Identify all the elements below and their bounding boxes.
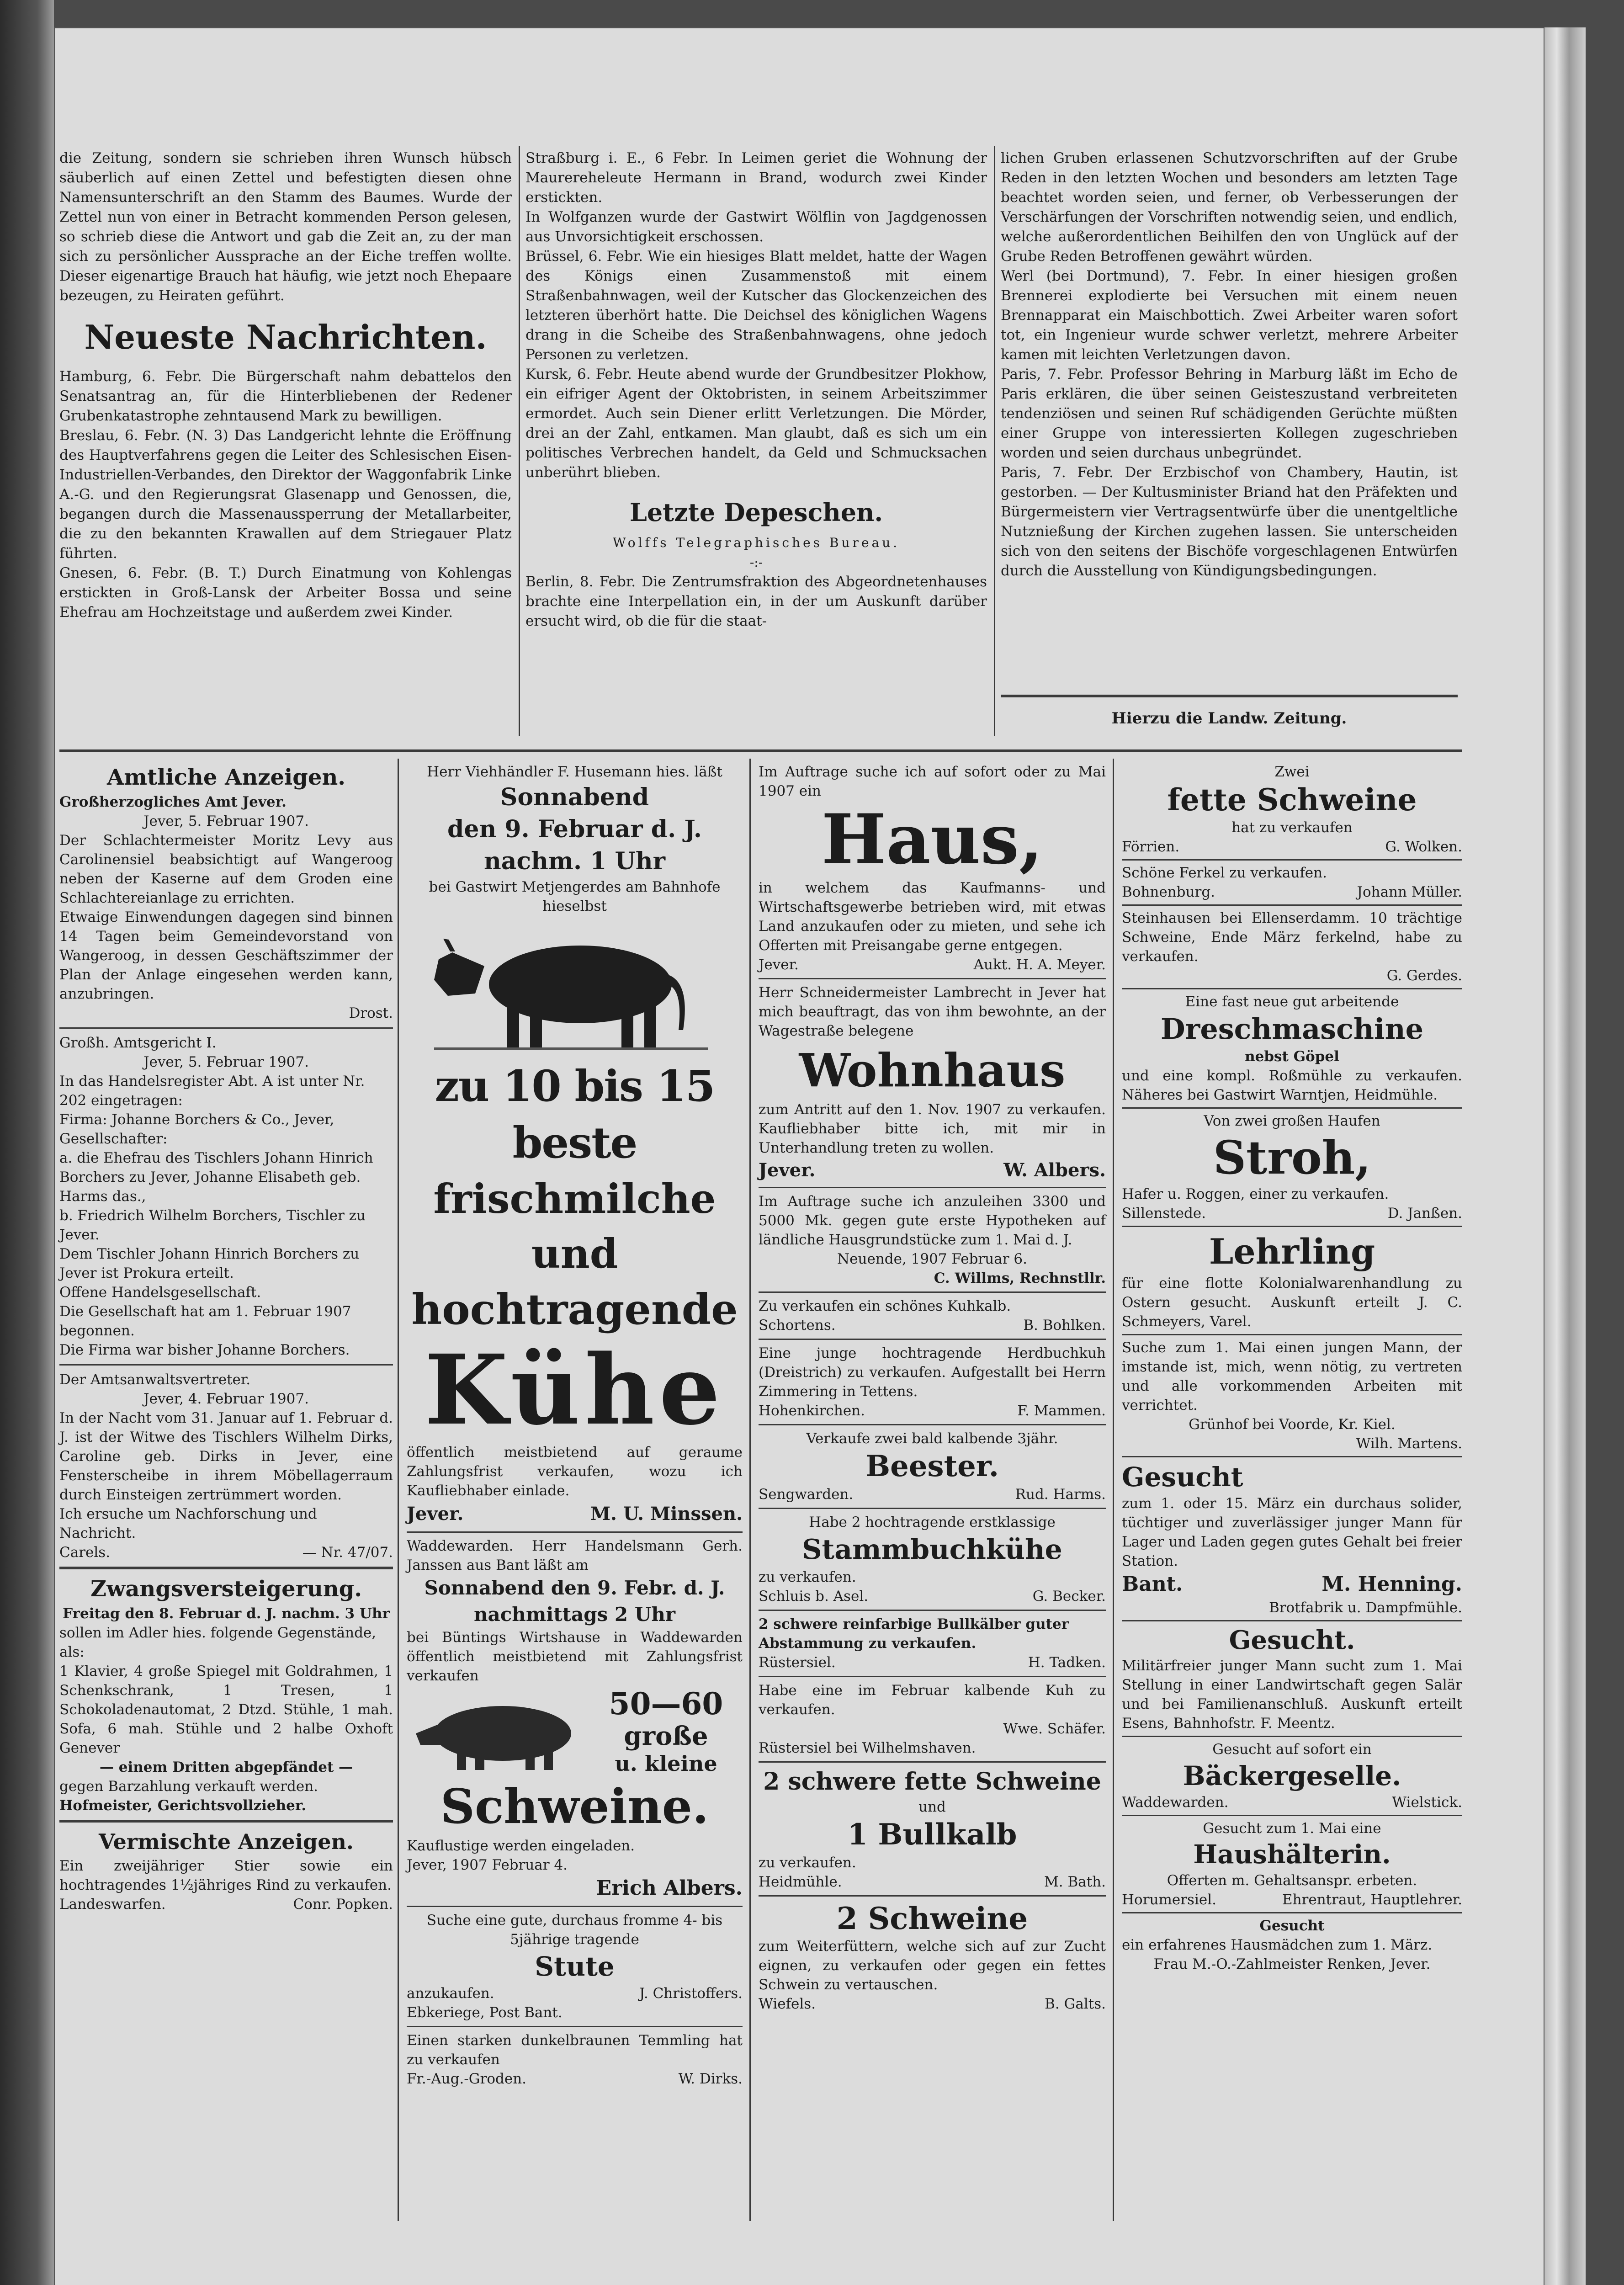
ad-rule — [407, 1531, 743, 1533]
ad-text: Zwei — [1274, 764, 1310, 780]
news-column-2 — [525, 149, 987, 631]
ad-place: Förrien. — [1122, 839, 1180, 855]
page-edge — [1544, 27, 1586, 2285]
ad-rule — [1122, 988, 1462, 989]
ad-signature: B. Bohlken. — [1023, 1317, 1106, 1334]
ad-place: Ebkeriege, Post Bant. — [407, 2004, 563, 2021]
ad-text: Einen starken dunkelbraunen Temmling hat zu verkaufen — [407, 2032, 743, 2068]
ad-rule — [759, 1291, 1106, 1293]
section-title-vermischte: Vermischte Anzeigen. — [99, 1829, 354, 1854]
ad-date: Freitag den 8. Februar d. J. nachm. 3 Uhr — [63, 1605, 390, 1622]
ad-text: Eine fast neue gut arbeitende — [1185, 994, 1399, 1010]
ad-place: Sillenstede. — [1122, 1205, 1206, 1222]
ad-headline: fette Schweine — [1167, 782, 1417, 818]
main-divider — [59, 749, 1462, 752]
ad-text: Suche zum 1. Mai einen jungen Mann, der imstande ist, mich, wenn nötig, zu vertreten und alle vorkommenden Arbeiten mit verrichtet. — [1122, 1339, 1462, 1414]
ad-column-d — [1122, 762, 1462, 1974]
ad-signature-row — [759, 1994, 1106, 2014]
ad-text: Von zwei großen Haufen — [1204, 1113, 1380, 1129]
news-column-1 — [59, 149, 512, 622]
ad-text: Kauflustige werden eingeladen. — [407, 1838, 635, 1854]
ad-text: Habe eine im Februar kalbende Kuh zu verkaufen. — [759, 1682, 1106, 1718]
ad-text: Habe 2 hochtragende erstklassige — [809, 1514, 1056, 1530]
ad-signature-row — [759, 1653, 1106, 1672]
ad-signature-row — [759, 955, 1106, 974]
ad-signature: Hofmeister, Gerichtsvollzieher. — [59, 1797, 307, 1814]
ad-text: Die Firma war bisher Johanne Borchers. — [59, 1342, 350, 1358]
ad-signature: C. Willms, Rechnstllr. — [934, 1270, 1106, 1286]
ad-signature: Erich Albers. — [596, 1876, 743, 1900]
ad-headline: Gesucht — [1122, 1461, 1243, 1493]
ad-text: Suche eine gute, durchaus fromme 4- bis 5jährige tragende — [426, 1912, 723, 1948]
ad-headline-kuehe: Kühe — [425, 1334, 725, 1446]
news-item: In Wolfganzen wurde der Gastwirt Wölflin von Jagdgenossen aus Unvorsichtigkeit erschossen. — [525, 209, 987, 245]
supplement-notice: Hierzu die Landw. Zeitung. — [1111, 709, 1347, 728]
ad-text: Gesellschafter: — [59, 1131, 168, 1147]
ad-date: Neuende, 1907 Februar 6. — [837, 1251, 1027, 1267]
ad-text: zum Antritt auf den 1. Nov. 1907 zu verkaufen. Kaufliebhaber bitte ich, mit mir in Unterhandlung treten zu wollen. — [759, 1101, 1106, 1156]
ad-text: zum Weiterfüttern, welche sich auf zur Zucht eignen, zu verkaufen oder gegen ein fettes Schwein zu vertauschen. — [759, 1938, 1106, 1993]
section-title-zwangsversteigerung: Zwangsversteigerung. — [90, 1576, 362, 1602]
ad-text: Hafer u. Roggen, einer zu verkaufen. — [1122, 1186, 1389, 1202]
ad-headline: 1 Bullkalb — [847, 1817, 1017, 1852]
pig-illustration — [407, 1688, 589, 1775]
ad-signature-row — [59, 1895, 393, 1914]
section-rule — [1001, 695, 1458, 697]
ad-text: bei Gastwirt Metjengerdes am Bahnhofe hieselbst — [429, 879, 721, 914]
ad-headline: Bäckergeselle. — [1183, 1760, 1401, 1791]
ad-text: bei Büntings Wirtshause in Waddewarden öffentlich meistbietend mit Zahlungsfrist verkaufen — [407, 1629, 743, 1684]
ad-subheading: nebst Göpel — [1245, 1048, 1339, 1065]
ad-text: Der Schlachtermeister Moritz Levy aus Carolinensiel beabsichtigt auf Wangeroog neben der Kaserne auf dem Groden eine Schlachtereianlage zu errichten. — [59, 832, 393, 906]
news-item: Straßburg i. E., 6 Febr. In Leimen geriet die Wohnung der Maurereheleute Hermann in Brand, wodurch zwei Kinder erstickten. — [525, 150, 987, 206]
ad-text: sollen im Adler hies. folgende Gegenstände, als: — [59, 1625, 377, 1660]
ad-heading: Großherzogliches Amt Jever. — [59, 794, 287, 810]
ad-text: Herr Viehhändler F. Husemann hies. läßt — [427, 764, 722, 780]
ad-rule — [759, 1761, 1106, 1763]
ad-signature: Wwe. Schäfer. — [1003, 1721, 1106, 1737]
ad-rule — [1122, 1815, 1462, 1816]
ad-text: Verkaufe zwei bald kalbende 3jähr. — [806, 1430, 1058, 1447]
ad-day: Sonnabend — [500, 783, 649, 811]
ad-signature-row — [1122, 1890, 1462, 1909]
ad-time: nachm. 1 Uhr — [483, 847, 666, 875]
ad-rule — [759, 1895, 1106, 1897]
depeschen-separator: -:- — [749, 555, 763, 570]
ad-headline: Dreschmaschine — [1160, 1012, 1424, 1046]
ad-rule — [1122, 1334, 1462, 1335]
ad-text: Im Auftrage suche ich anzuleihen 3300 und 5000 Mk. gegen gute erste Hypotheken auf ländliche Hausgrundstücke zum 1. Mai d. J. — [759, 1193, 1106, 1248]
ad-signature: F. Mammen. — [1017, 1403, 1106, 1419]
ad-column-c — [759, 762, 1106, 2014]
ad-signature: G. Wolken. — [1385, 839, 1462, 855]
ad-headline: Lehrling — [1209, 1231, 1375, 1272]
news-item: Breslau, 6. Febr. (N. 3) Das Landgericht lehnte die Eröffnung des Hauptverfahrens gegen die Leiter des Schlesischen Eisen-Industriellen-Verbandes, den Direktor der Waggonfabrik Linke A.-G. und den Regierungsrat Glasenapp und Genossen, die, begangen durch die Massenaussperrung der Metallarbeiter, die zu den bekannten Krawallen auf dem Striegauer Platz führten. — [59, 427, 512, 562]
ad-text: zu verkaufen. — [759, 1855, 856, 1871]
ad-place: Jever. — [759, 957, 799, 973]
ad-time: nachmittags 2 Uhr — [473, 1603, 676, 1626]
ad-rule — [759, 1676, 1106, 1677]
ad-signature: Frau M.-O.-Zahlmeister Renken, Jever. — [1153, 1956, 1431, 1972]
ad-text: Offene Handelsgesellschaft. — [59, 1284, 261, 1301]
ad-text: 1 Klavier, 4 große Spiegel mit Goldrahmen, 1 Schenkschrank, 1 Tresen, 1 Schokoladenautomat, 2 Dtzd. Stühle, 1 mah. Sofa, 6 mah. Stühle und 2 halbe Oxhoft Genever — [59, 1663, 393, 1756]
column-rule — [1113, 759, 1114, 2221]
ad-headline: 2 schwere fette Schweine — [763, 1768, 1101, 1796]
ad-rule — [759, 1508, 1106, 1509]
ad-rule — [1122, 1226, 1462, 1227]
ad-place: Horumersiel. — [1122, 1892, 1216, 1908]
ad-text: Schöne Ferkel zu verkaufen. — [1122, 865, 1327, 881]
ad-text: und — [918, 1799, 946, 1815]
ad-headline-stroh: Stroh, — [1213, 1131, 1371, 1185]
ad-text: für eine flotte Kolonialwarenhandlung zu Ostern gesucht. Auskunft erteilt J. C. Schmeyers, Varel. — [1122, 1275, 1462, 1330]
news-column-3 — [1001, 149, 1458, 581]
ad-place: Grünhof bei Voorde, Kr. Kiel. — [1189, 1416, 1396, 1433]
news-paragraph: die Zeitung, sondern sie schrieben ihren Wunsch hübsch säuberlich auf einen Zettel und befestigten diesen ohne Namensunterschrift an den Stamm des Baumes. Wurde der Zettel nun von einer in Betracht kommenden Person gelesen, so schrieb diese die Antwort und gab die Zeit an, zu der man sich zu persönlicher Aussprache an der Eiche treffen wollte. Dieser eigenartige Brauch hat häufig, wie jetzt noch Ehepaare bezeugen, zu Heiraten geführt. — [59, 150, 512, 304]
pig-ad-text — [589, 1685, 743, 1777]
ad-rule — [1122, 1456, 1462, 1457]
ad-rule — [1122, 1736, 1462, 1737]
ad-rule — [59, 1027, 393, 1029]
ad-headline-wohnhaus: Wohnhaus — [799, 1043, 1066, 1097]
ad-place: Hohenkirchen. — [759, 1403, 865, 1419]
ad-text: Zu verkaufen ein schönes Kuhkalb. — [759, 1298, 1011, 1314]
ad-signature: Carels. — [59, 1544, 111, 1561]
section-title-depeschen: Letzte Depeschen. — [629, 498, 883, 527]
ad-place: Rüstersiel bei Wilhelmshaven. — [759, 1740, 976, 1756]
ad-signature: W. Dirks. — [678, 2071, 743, 2087]
ad-signature: Wilh. Martens. — [1356, 1435, 1462, 1452]
ad-signature-row — [407, 1984, 743, 2003]
news-item: Berlin, 8. Febr. Die Zentrumsfraktion des Abgeordnetenhauses brachte eine Interpellation ein, in der um Auskunft darüber ersucht wird, ob die für die staat- — [525, 574, 987, 629]
ad-subheading: Brotfabrik u. Dampfmühle. — [1268, 1600, 1462, 1616]
ad-text: Militärfreier junger Mann sucht zum 1. Mai Stellung in einer Landwirtschaft gegen Salär und bei Familienanschluß. Auskunft erteilt Esens, Bahnhofstr. F. Meentz. — [1122, 1658, 1462, 1732]
section-title-neueste: Neueste Nachrichten. — [84, 318, 487, 356]
ad-headline: zu 10 bis 15 beste — [435, 1061, 715, 1168]
ad-rule — [759, 1610, 1106, 1611]
ad-text: anzukaufen. — [407, 1985, 494, 2002]
ad-headline: große — [624, 1721, 708, 1751]
news-item: lichen Gruben erlassenen Schutzvorschriften auf der Grube Reden in den letzten Wochen und besonders am letzten Tage beachtet worden seien, und ferner, ob Verbesserungen der Verschärfungen der Vorschriften notwendig seien, und endlich, welche außerordentlichen Beihilfen den von Unglück auf der Grube Reden Betroffenen gewährt würden. — [1001, 150, 1458, 265]
ad-signature: Conr. Popken. — [293, 1896, 393, 1913]
ad-text: Die Gesellschaft hat am 1. Februar 1907 begonnen. — [59, 1303, 351, 1339]
ad-text: Etwaige Einwendungen dagegen sind binnen 14 Tagen beim Gemeindevorstand von Wangeroog, in dessen Geschäftszimmer der Plan der Anlage eingesehen werden kann, anzubringen. — [59, 909, 393, 1002]
ad-text: 2 schwere reinfarbige Bullkälber guter Abstammung zu verkaufen. — [759, 1616, 1069, 1652]
news-item: Gnesen, 6. Febr. (B. T.) Durch Einatmung von Kohlengas erstickten in Groß-Lansk der Arbeiter Bossa und seine Ehefrau am Hochzeitstage und außerdem zwei Kinder. — [59, 565, 512, 621]
ad-text: Offerten m. Gehaltsanspr. erbeten. — [1167, 1872, 1417, 1889]
ad-signature-row — [759, 1158, 1106, 1183]
ad-headline: hochtragende — [411, 1285, 738, 1334]
news-item: Kursk, 6. Febr. Heute abend wurde der Grundbesitzer Plokhow, ein eifriger Agent der Oktobristen, in seinem Arbeitszimmer ermordet. Auch sein Diener erlitt Verletzungen. Die Mörder, drei an der Zahl, entkamen. Man glaubt, daß es sich um ein politisches Verbrechen handelt, da Geld und Schmucksachen unberührt blieben. — [525, 366, 987, 481]
column-rule — [749, 759, 751, 2221]
ad-rule — [59, 1567, 393, 1569]
ad-signature-row — [1122, 882, 1462, 902]
ad-text: Ich ersuche um Nachforschung und Nachricht. — [59, 1506, 317, 1541]
ad-place: Bant. — [1122, 1573, 1183, 1596]
cow-illustration — [407, 916, 743, 1053]
ad-rule — [59, 1364, 393, 1366]
ad-rule — [1122, 904, 1462, 906]
ad-text: Im Auftrage suche ich auf sofort oder zu Mai 1907 ein — [759, 764, 1106, 799]
ad-signature-row — [1122, 1793, 1462, 1812]
news-item: Paris, 7. Febr. Der Erzbischof von Chambery, Hautin, ist gestorben. — Der Kultusminister Briand hat den Präfekten und Bürgermeistern vier Vertragsentwürfe über die unentgeltliche Nutznießung der Kirchen zugehen lassen. Sie unterscheiden sich von den seitens der Bischöfe vorgeschlagenen Entwürfen durch die Ausstellung von Kündigungsbedingungen. — [1001, 464, 1458, 579]
ad-signature: M. Bath. — [1044, 1874, 1106, 1890]
ad-place: Sengwarden. — [759, 1486, 854, 1503]
ad-signature: M. U. Minssen. — [590, 1503, 743, 1525]
news-item: Hamburg, 6. Febr. Die Bürgerschaft nahm debattelos den Senatsantrag an, für die Hinterbliebenen der Redener Grubenkatastrophe zehntausend Mark zu bewilligen. — [59, 368, 512, 424]
ad-text: In das Handelsregister Abt. A ist unter Nr. 202 eingetragen: — [59, 1073, 365, 1109]
ad-headline: Gesucht. — [1229, 1625, 1355, 1655]
ad-text: Firma: Johanne Borchers & Co., Jever, — [59, 1111, 334, 1128]
ad-text: Dem Tischler Johann Hinrich Borchers zu Jever ist Prokura erteilt. — [59, 1246, 360, 1281]
ad-place: Waddewarden. — [1122, 1794, 1229, 1811]
pig-row — [407, 1685, 743, 1777]
ad-text: Ein zweijähriger Stier sowie ein hochtragendes 1½jähriges Rind zu verkaufen. — [59, 1858, 393, 1893]
ad-signature: M. Henning. — [1321, 1573, 1462, 1596]
ad-signature: J. Christoffers. — [639, 1985, 743, 2002]
ad-date: Jever, 5. Februar 1907. — [143, 1054, 309, 1070]
ad-place: Landeswarfen. — [59, 1896, 166, 1913]
ad-place: Fr.-Aug.-Groden. — [407, 2071, 527, 2087]
ad-rule — [759, 1339, 1106, 1340]
ad-signature-row — [407, 2069, 743, 2088]
ad-date: Jever, 5. Februar 1907. — [143, 813, 309, 829]
ad-signature: Aukt. H. A. Meyer. — [973, 957, 1106, 973]
ad-text: Eine junge hochtragende Herdbuchkuh (Dreistrich) zu verkaufen. Aufgestallt bei Herrn Zimmering in Tettens. — [759, 1345, 1106, 1400]
ad-signature-row — [759, 1316, 1106, 1335]
news-item: Werl (bei Dortmund), 7. Febr. In einer hiesigen großen Brennerei explodierte bei Versuchen mit einem neuen Brennapparat ein Maischbottich. Zwei Arbeiter waren sofort tot, ein Ingenieur wurde schwer verletzt, mehrere Arbeiter kamen mit leichten Verletzungen davon. — [1001, 268, 1458, 363]
column-rule — [994, 146, 995, 736]
ad-text: und eine kompl. Roßmühle zu verkaufen. Näheres bei Gastwirt Warntjen, Heidmühle. — [1122, 1068, 1462, 1103]
ad-text: öffentlich meistbietend auf geraume Zahlungsfrist verkaufen, wozu ich Kaufliebhaber einlade. — [407, 1444, 743, 1499]
ad-place: Bohnenburg. — [1122, 884, 1215, 900]
ad-text: Gesucht zum 1. Mai eine — [1203, 1820, 1381, 1837]
ad-headline-haus: Haus, — [821, 799, 1043, 880]
ad-headline-schweine: Schweine. — [440, 1778, 709, 1834]
ad-place: Heidmühle. — [759, 1874, 842, 1890]
news-item: Brüssel, 6. Febr. Wie ein hiesiges Blatt meldet, hatte der Wagen des Königs einen Zusammenstoß mit einem Straßenbahnwagen, weil der Kutscher das Glockenzeichen des letzteren überhört hatte. Die Deichsel des königlichen Wagens drang in die Scheibe des Straßenbahnwagens, ohne jedoch Personen zu verletzen. — [525, 248, 987, 363]
ad-signature: G. Gerdes. — [1386, 967, 1462, 984]
ad-signature-row — [759, 1401, 1106, 1420]
ad-text: Steinhausen bei Ellenserdamm. 10 trächtige Schweine, Ende März ferkelnd, habe zu verkaufen. — [1122, 910, 1462, 965]
ad-date: Sonnabend den 9. Febr. d. J. — [424, 1577, 725, 1599]
ad-signature-row — [1122, 837, 1462, 856]
ad-headline: Stammbuchkühe — [802, 1534, 1062, 1566]
ad-text: Herr Schneidermeister Lambrecht in Jever hat mich beauftragt, das von ihm bewohnte, an der Wagestraße belegene — [759, 984, 1106, 1039]
ad-rule — [1122, 859, 1462, 861]
ad-text: gegen Barzahlung verkauft werden. — [59, 1778, 318, 1795]
ad-rule — [59, 1820, 393, 1823]
ad-signature: Drost. — [349, 1005, 393, 1021]
ad-text: — einem Dritten abgepfändet — — [99, 1759, 353, 1775]
ad-place: Schortens. — [759, 1317, 836, 1334]
section-title-amtliche: Amtliche Anzeigen. — [107, 765, 345, 790]
ad-signature-row — [1122, 1571, 1462, 1598]
ad-rule — [759, 1187, 1106, 1188]
ad-rule — [759, 1424, 1106, 1425]
ad-signature: B. Galts. — [1045, 1996, 1106, 2012]
ad-headline: frischmilche und — [433, 1175, 716, 1277]
ad-place: Wiefels. — [759, 1996, 816, 2012]
ad-signature: D. Janßen. — [1387, 1205, 1462, 1222]
ad-text: b. Friedrich Wilhelm Borchers, Tischler zu Jever. — [59, 1207, 366, 1243]
ad-number: 50—60 — [609, 1686, 723, 1722]
ad-text: zu verkaufen. — [759, 1569, 856, 1585]
ad-column-a — [59, 762, 393, 1914]
ad-signature-row — [759, 1587, 1106, 1606]
ad-place: Rüstersiel. — [759, 1654, 836, 1671]
ad-text: a. die Ehefrau des Tischlers Johann Hinrich Borchers zu Jever, Johanne Elisabeth geb. Harms das., — [59, 1150, 373, 1205]
ad-signature: Johann Müller. — [1357, 884, 1462, 900]
column-rule — [398, 759, 399, 2221]
ad-heading: Gesucht — [1259, 1918, 1325, 1934]
ad-date: den 9. Februar d. J. — [447, 815, 702, 843]
news-item: Paris, 7. Febr. Professor Behring in Marburg läßt im Echo de Paris erklären, die über seinen Geisteszustand verbreiteten tendenziösen und seinen Ruf schädigenden Gerüchte müßten einer Gruppe von interessierten Kollegen zugeschrieben worden und seien durchaus unbegründet. — [1001, 366, 1458, 461]
ad-rule — [759, 978, 1106, 979]
ad-text: In der Nacht vom 31. Januar auf 1. Februar d. J. ist der Witwe des Tischlers Wilhelm Dirks, Caroline geb. Dirks in Jever, eine Fensterscheibe in ihrem Möbellagerraum durch Einsteigen zertrümmert worden. — [59, 1410, 393, 1503]
ad-text: Gesucht auf sofort ein — [1212, 1741, 1372, 1758]
ad-signature: Rud. Harms. — [1015, 1486, 1106, 1503]
ad-headline: 2 Schweine — [836, 1901, 1028, 1936]
ad-rule — [1122, 1107, 1462, 1109]
ad-headline: Haushälterin. — [1193, 1839, 1391, 1870]
ad-signature-row — [59, 1543, 393, 1562]
ad-text: hat zu verkaufen — [1231, 819, 1353, 836]
ad-date: Jever, 1907 Februar 4. — [407, 1857, 568, 1873]
ad-signature: Ehrentraut, Hauptlehrer. — [1282, 1892, 1462, 1908]
ad-text: in welchem das Kaufmanns- und Wirtschaftsgewerbe betrieben wird, mit etwas Land anzukaufen oder zu mieten, und sehe ich Offerten mit Preisangabe gerne entgegen. — [759, 880, 1106, 954]
ad-reference: — Nr. 47/07. — [302, 1544, 393, 1561]
ad-date: Jever, 4. Februar 1907. — [143, 1391, 309, 1407]
ad-signature: Wielstick. — [1392, 1794, 1462, 1811]
ad-place: Jever. — [407, 1503, 464, 1525]
ad-text: zum 1. oder 15. März ein durchaus solider, tüchtiger und zuverlässiger junger Mann für Lager und Laden gegen gutes Gehalt bei freier Station. — [1122, 1495, 1462, 1569]
ad-rule — [407, 1906, 743, 1907]
ad-rule — [407, 2026, 743, 2027]
ad-place: Schluis b. Asel. — [759, 1588, 869, 1605]
column-rule — [519, 146, 520, 736]
ad-headline: Beester. — [865, 1449, 999, 1483]
book-binding-shadow — [0, 0, 54, 2285]
ad-heading: Großh. Amtsgericht I. — [59, 1035, 217, 1051]
ad-signature-row — [407, 1500, 743, 1528]
ad-signature-row — [759, 1485, 1106, 1504]
ad-signature: H. Tadken. — [1028, 1654, 1106, 1671]
ad-place: Jever. — [759, 1159, 816, 1181]
ad-column-b — [407, 762, 743, 2088]
ad-heading: Der Amtsanwaltsvertreter. — [59, 1371, 251, 1388]
ad-signature: W. Albers. — [1003, 1159, 1106, 1181]
ad-signature-row — [759, 1872, 1106, 1892]
ad-text: ein erfahrenes Hausmädchen zum 1. März. — [1122, 1937, 1433, 1953]
ad-rule — [1122, 1912, 1462, 1913]
ad-headline: Stute — [535, 1951, 615, 1982]
ad-rule — [1122, 1620, 1462, 1621]
ad-headline: u. kleine — [615, 1751, 717, 1776]
ad-signature-row — [1122, 1204, 1462, 1223]
ad-signature: G. Becker. — [1032, 1588, 1106, 1605]
depeschen-source: Wolffs Telegraphisches Bureau. — [612, 535, 900, 550]
ad-text: Waddewarden. Herr Handelsmann Gerh. Janssen aus Bant läßt am — [407, 1538, 743, 1573]
